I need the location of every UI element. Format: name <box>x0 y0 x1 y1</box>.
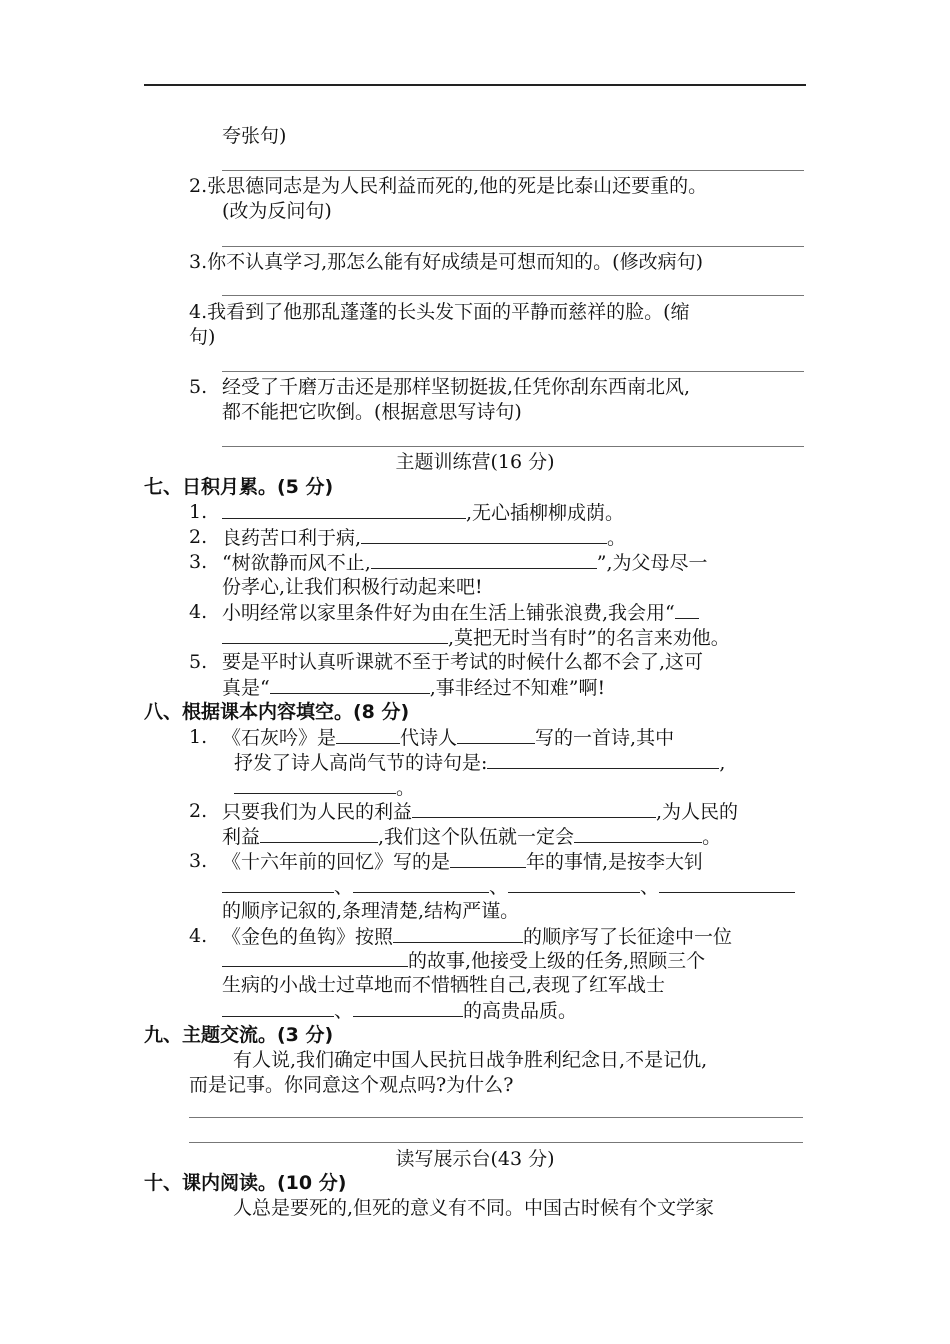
s8-i3-a: 《十六年前的回忆》写的是 <box>222 851 451 873</box>
answer-line <box>222 371 804 372</box>
fill-blank[interactable] <box>222 625 448 644</box>
s8-i2-e: 。 <box>702 826 722 848</box>
s9-line2: 而是记事。你同意这个观点吗?为什么? <box>189 1074 514 1096</box>
answer-line <box>222 295 804 296</box>
fill-blank[interactable] <box>234 775 396 794</box>
s8-i2-num: 2. <box>189 800 208 822</box>
fill-blank[interactable] <box>508 874 640 893</box>
s8-i1-e: , <box>719 752 726 774</box>
s8-i2-a: 只要我们为人民的利益 <box>222 801 413 823</box>
fill-blank[interactable] <box>450 849 526 868</box>
s7-i3-num: 3. <box>189 551 208 573</box>
s8-i2-b: ,为人民的 <box>656 801 739 823</box>
fill-blank[interactable] <box>457 725 535 744</box>
s7-i2-num: 2. <box>189 526 208 548</box>
s6-q5-num: 5. <box>189 376 208 398</box>
fill-blank[interactable] <box>487 750 719 769</box>
answer-line <box>222 170 804 171</box>
banner-theme-camp: 主题训练营(16 分) <box>395 451 555 473</box>
s9-line1: 有人说,我们确定中国人民抗日战争胜利纪念日,不是记仇, <box>233 1049 708 1071</box>
s6-q3: 3.你不认真学习,那怎么能有好成绩是可想而知的。(修改病句) <box>189 251 703 273</box>
s7-i5-line1: 要是平时认真听课就不至于考试的时候什么都不会了,这可 <box>222 651 704 673</box>
s7-i2-head: 良药苦口利于病, <box>222 527 362 549</box>
s7-i4-tail: ,莫把无时当有时”的名言来劝他。 <box>448 627 730 649</box>
section-10-title: 十、课内阅读。(10 分) <box>144 1172 347 1194</box>
s7-i4-num: 4. <box>189 601 208 623</box>
section-8-title: 八、根据课本内容填空。(8 分) <box>144 701 410 723</box>
s8-i4-sep: 、 <box>334 1000 354 1022</box>
s8-i1-num: 1. <box>189 726 208 748</box>
s8-i4-e: 的高贵品质。 <box>463 1000 578 1022</box>
section-7-title: 七、日积月累。(5 分) <box>144 476 334 498</box>
fill-blank[interactable] <box>353 874 489 893</box>
s7-i1-tail: ,无心插柳柳成荫。 <box>466 502 625 524</box>
s8-i1-d: 抒发了诗人高尚气节的诗句是: <box>234 752 488 774</box>
s8-i1-a: 《石灰吟》是 <box>222 727 337 749</box>
s8-i3-sep: 、 <box>489 876 509 898</box>
s10-line1: 人总是要死的,但死的意义有不同。中国古时候有个文学家 <box>233 1197 715 1219</box>
s8-i2-c: 利益 <box>222 826 261 848</box>
s8-i3-b: 年的事情,是按李大钊 <box>526 851 704 873</box>
fill-blank[interactable] <box>371 550 597 569</box>
fill-blank[interactable] <box>574 824 702 843</box>
fill-blank[interactable] <box>393 924 523 943</box>
s6-q2-line2: (改为反问句) <box>222 200 332 222</box>
s8-i1-b: 代诗人 <box>400 727 458 749</box>
answer-line <box>189 1142 803 1143</box>
s7-i3-line2: 份孝心,让我们积极行动起来吧! <box>222 576 483 598</box>
s8-i1-f: 。 <box>396 777 416 799</box>
s8-i4-num: 4. <box>189 925 208 947</box>
banner-read-write: 读写展示台(43 分) <box>395 1148 555 1170</box>
s7-i5-num: 5. <box>189 651 208 673</box>
s7-i1-num: 1. <box>189 501 208 523</box>
s8-i4-c: 的故事,他接受上级的任务,照顾三个 <box>408 950 706 972</box>
s6-q5-line2: 都不能把它吹倒。(根据意思写诗句) <box>222 401 522 423</box>
fill-blank[interactable] <box>270 675 430 694</box>
fill-blank[interactable] <box>222 948 408 967</box>
fill-blank[interactable] <box>412 799 656 818</box>
s8-i4-b: 的顺序写了长征途中一位 <box>523 926 733 948</box>
fill-blank[interactable] <box>222 998 334 1017</box>
fill-blank[interactable] <box>659 874 795 893</box>
s7-i5-tail: ,事非经过不知难”啊! <box>429 677 606 699</box>
answer-line <box>189 1117 803 1118</box>
s6-q4-line1: 4.我看到了他那乱蓬蓬的长头发下面的平静而慈祥的脸。(缩 <box>189 301 690 323</box>
s8-i3-num: 3. <box>189 850 208 872</box>
answer-line <box>222 246 804 247</box>
fill-blank[interactable] <box>675 600 699 619</box>
s7-i3-tail: ”,为父母尽一 <box>596 552 708 574</box>
fill-blank[interactable] <box>260 824 378 843</box>
fill-blank[interactable] <box>336 725 400 744</box>
header-rule <box>144 84 806 86</box>
s8-i3-sep: 、 <box>640 876 660 898</box>
s8-i2-d: ,我们这个队伍就一定会 <box>378 826 575 848</box>
fill-blank[interactable] <box>222 500 466 519</box>
fill-blank[interactable] <box>222 874 334 893</box>
s8-i4-d: 生病的小战士过草地而不惜牺牲自己,表现了红军战士 <box>222 974 666 996</box>
s7-i5-head: 真是“ <box>222 677 270 699</box>
s7-i4-line1: 小明经常以家里条件好为由在生活上铺张浪费,我会用“ <box>222 602 675 624</box>
s8-i1-c: 写的一首诗,其中 <box>535 727 675 749</box>
s7-i2-tail: 。 <box>607 527 627 549</box>
s6-q5-line1: 经受了千磨万击还是那样坚韧挺拔,任凭你刮东西南北风, <box>222 376 691 398</box>
s6-q1-tail: 夸张句) <box>222 125 287 147</box>
s7-i3-head: “树欲静而风不止, <box>222 552 371 574</box>
s8-i3-sep: 、 <box>334 876 354 898</box>
s8-i4-a: 《金色的鱼钩》按照 <box>222 926 394 948</box>
s6-q4-line2: 句) <box>189 326 216 348</box>
answer-line <box>222 446 804 447</box>
section-9-title: 九、主题交流。(3 分) <box>144 1024 334 1046</box>
s6-q2-line1: 2.张思德同志是为人民利益而死的,他的死是比泰山还要重的。 <box>189 175 708 197</box>
fill-blank[interactable] <box>361 525 607 544</box>
fill-blank[interactable] <box>353 998 463 1017</box>
s8-i3-c: 的顺序记叙的,条理清楚,结构严谨。 <box>222 900 520 922</box>
